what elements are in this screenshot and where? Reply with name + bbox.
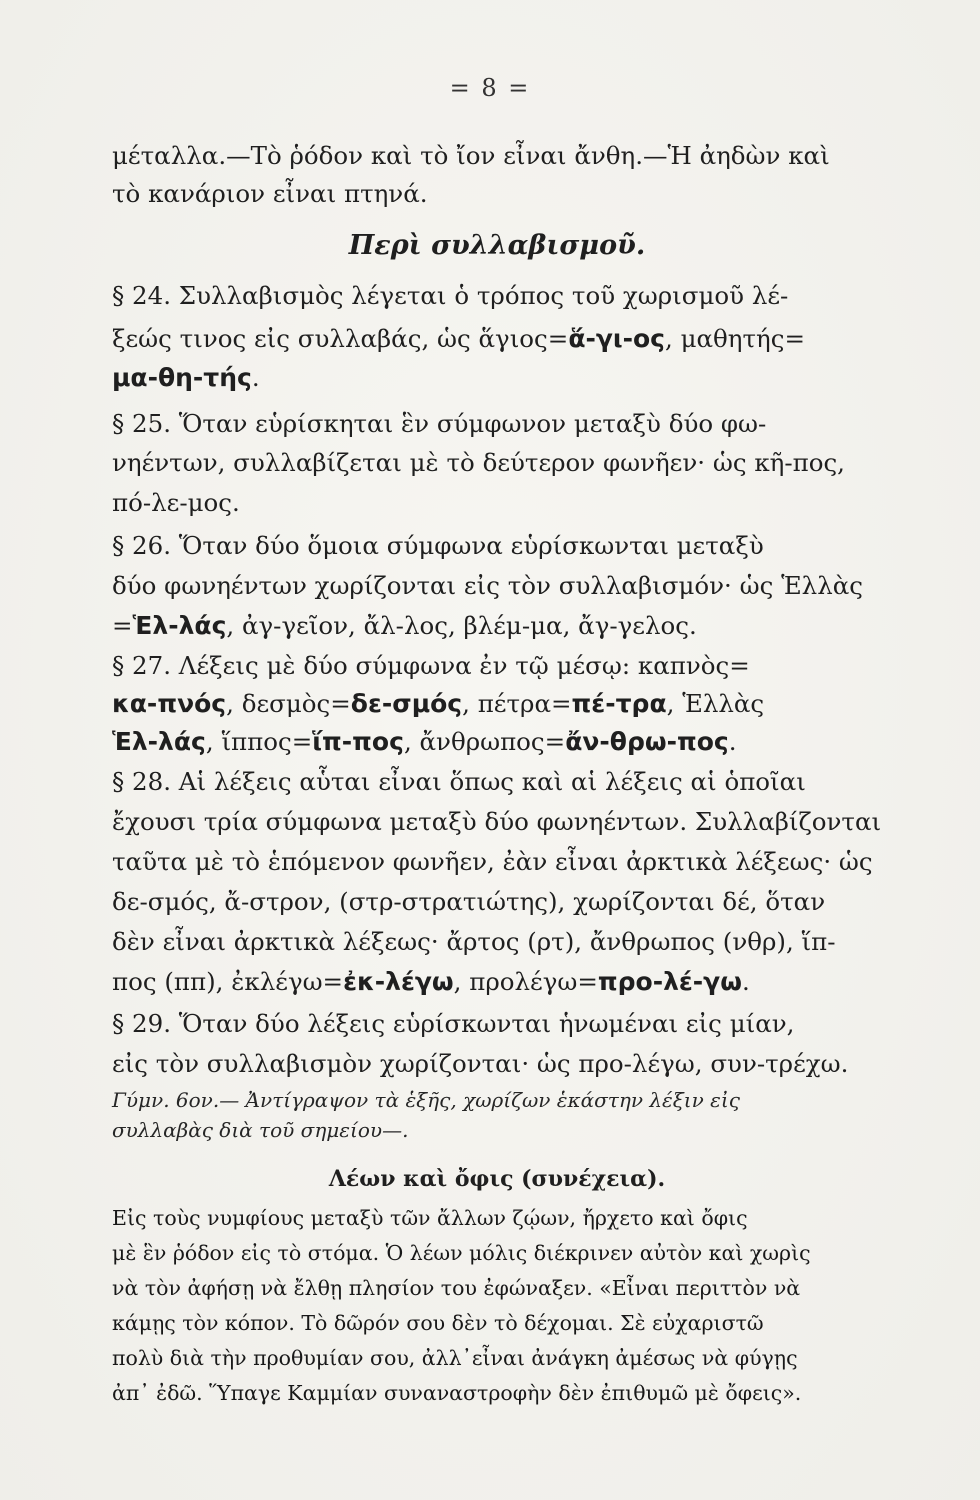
p27-syllabified: Ἑλ-λάς	[112, 727, 206, 756]
p29-line-1: § 29. Ὅταν δύο λέξεις εὑρίσκωνται ἡνωμέναι εἰς μίαν,	[112, 1009, 795, 1038]
p28-line-4: δε-σμός, ἄ-στρον, (στρ-στρατιώτης), χωρίζονται δέ, ὅταν	[112, 887, 826, 916]
p24-line-1: § 24. Συλλαβισμὸς λέγεται ὁ τρόπος τοῦ χωρισμοῦ λέ-	[112, 281, 789, 310]
p27-text: .	[728, 727, 737, 756]
page-number: = 8 =	[449, 74, 531, 102]
p26-text: , ἀγ-γεῖον, ἄλ-λος, βλέμ-μα, ἄγ-γελος.	[226, 611, 697, 640]
p24-text: , μαθητής=	[665, 324, 805, 353]
intro-line-2: τὸ κανάριον εἶναι πτηνά.	[112, 179, 428, 208]
story-line: Εἰς τοὺς νυμφίους μεταξὺ τῶν ἄλλων ζῴων, ἤρχετο καὶ ὄφις	[112, 1206, 748, 1230]
p28-line-2: ἔχουσι τρία σύμφωνα μεταξὺ δύο φωνηέντων. Συλλαβίζονται	[112, 807, 882, 836]
story-line: πολὺ διὰ τὴν προθυμίαν σου, ἀλλ᾽εἶναι ἀνάγκη ἀμέσως νὰ φύγῃς	[112, 1346, 798, 1370]
p24-text: .	[251, 363, 260, 392]
p28-text: .	[741, 967, 750, 996]
p26-line-2: δύο φωνηέντων χωρίζονται εἰς τὸν συλλαβισμόν· ὡς Ἑλλὰς	[112, 571, 864, 600]
p27-text: , ἵππος=	[205, 727, 313, 756]
p27-text: , ἄνθρωπος=	[403, 727, 566, 756]
story-line: νὰ τὸν ἀφήσῃ νὰ ἔλθῃ πλησίον του ἐφώναξεν. «Εἶναι περιττὸν νὰ	[112, 1276, 801, 1300]
p26-line-3	[112, 608, 697, 644]
p26-line-1: § 26. Ὅταν δύο ὅμοια σύμφωνα εὑρίσκωνται μεταξὺ	[112, 531, 764, 560]
p27-syllabified: κα-πνός	[112, 689, 227, 718]
p25-line-3: πό-λε-μος.	[112, 488, 240, 517]
p28-syllabified: προ-λέ-γω	[597, 967, 742, 996]
story-line: ἀπ᾽ ἐδῶ. Ὕπαγε Καμμίαν συναναστροφὴν δὲν ἐπιθυμῶ μὲ ὄφεις».	[112, 1381, 802, 1405]
intro-line-1: μέταλλα.—Τὸ ῥόδον καὶ τὸ ἴον εἶναι ἄνθη.—Ἡ ἀηδὼν καὶ	[112, 141, 830, 170]
p27-line-1: § 27. Λέξεις μὲ δύο σύμφωνα ἐν τῷ μέσῳ: καπνὸς=	[112, 651, 750, 680]
p27-syllabified: δε-σμός	[350, 689, 463, 718]
p26-syllabified: Ἑλ-λάς	[132, 611, 227, 640]
p27-syllabified: πέ-τρα	[571, 689, 667, 718]
exercise-line-1: Γύμν. 6ον.— Ἀντίγραψον τὰ ἑξῆς, χωρίζων ἑκάστην λέξιν εἰς	[112, 1088, 740, 1112]
story-line: κάμῃς τὸν κόπον. Τὸ δῶρόν σου δὲν τὸ δέχομαι. Σὲ εὐχαριστῶ	[112, 1311, 764, 1335]
p24-syllabified-2: μα-θη-τής	[112, 363, 252, 392]
p27-syllabified: ἵπ-πος	[312, 727, 404, 756]
story-title: Λέων καὶ ὄφις (συνέχεια).	[328, 1166, 666, 1192]
story-line: μὲ ἓν ῥόδον εἰς τὸ στόμα. Ὁ λέων μόλις διέκρινεν αὐτὸν καὶ χωρὶς	[112, 1241, 811, 1265]
p27-syllabified: ἄν-θρω-πος	[565, 727, 729, 756]
section-heading: Περὶ συλλαβισμοῦ.	[348, 230, 646, 261]
p27-text: , δεσμὸς=	[226, 689, 351, 718]
p28-syllabified: ἐκ-λέγω	[343, 967, 454, 996]
p28-text: , προλέγω=	[453, 967, 598, 996]
p24-text: ξεώς τινος εἰς συλλαβάς, ὡς ἅγιος=	[112, 324, 569, 353]
p29-line-2: εἰς τὸν συλλαβισμὸν χωρίζονται· ὡς προ-λέγω, συν-τρέχω.	[112, 1049, 849, 1078]
p27-line-3	[112, 724, 737, 760]
p24-line-3	[112, 360, 260, 396]
p28-line-6	[112, 964, 750, 1000]
p24-syllabified-1: ἅ-γι-ος	[568, 324, 666, 353]
p28-text: πος (ππ), ἐκλέγω=	[112, 967, 344, 996]
p28-line-1: § 28. Αἱ λέξεις αὗται εἶναι ὅπως καὶ αἱ λέξεις αἱ ὁποῖαι	[112, 767, 806, 796]
p27-line-2	[112, 686, 764, 722]
p27-text: , πέτρα=	[462, 689, 572, 718]
p25-line-1: § 25. Ὅταν εὑρίσκηται ἓν σύμφωνον μεταξὺ δύο φω-	[112, 409, 767, 438]
exercise-line-2: συλλαβὰς διὰ τοῦ σημείου—.	[112, 1118, 409, 1142]
p24-line-2	[112, 321, 805, 357]
p28-line-3: ταῦτα μὲ τὸ ἑπόμενον φωνῆεν, ἐὰν εἶναι ἀρκτικὰ λέξεως· ὡς	[112, 847, 873, 876]
p25-line-2: νηέντων, συλλαβίζεται μὲ τὸ δεύτερον φωνῆεν· ὡς κῆ-πος,	[112, 448, 845, 477]
p26-text: =	[112, 611, 133, 640]
p27-text: , Ἑλλὰς	[666, 689, 765, 718]
p28-line-5: δὲν εἶναι ἀρκτικὰ λέξεως· ἄρτος (ρτ), ἄνθρωπος (νθρ), ἵπ-	[112, 927, 836, 956]
